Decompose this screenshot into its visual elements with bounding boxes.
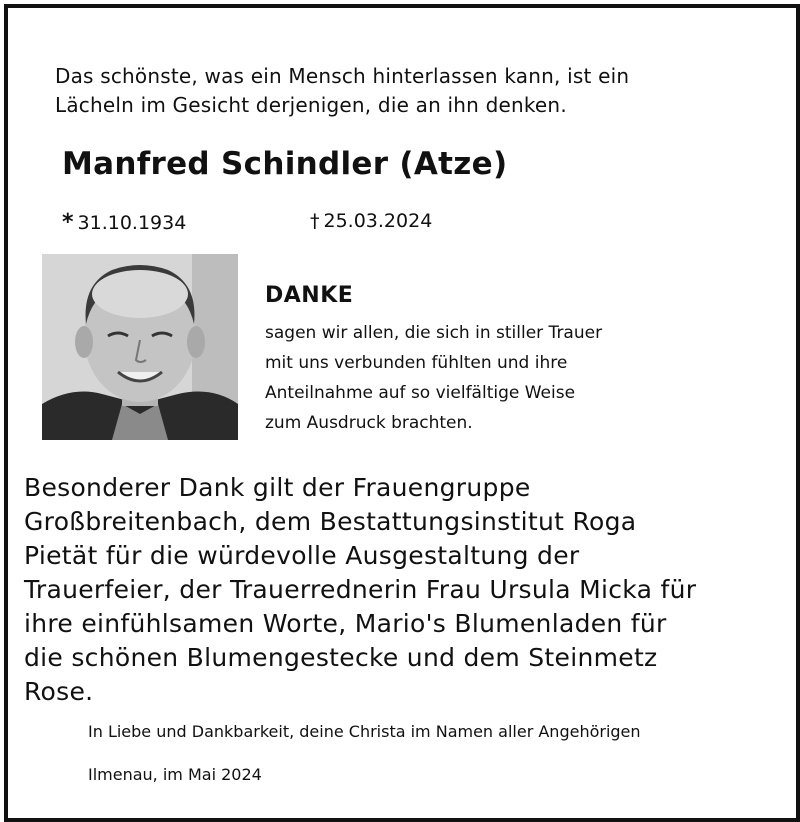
birth-date xyxy=(62,210,186,235)
closing-signature: In Liebe und Dankbarkeit, deine Christa im Namen aller Angehörigen xyxy=(88,722,641,741)
birth-star-icon: * xyxy=(62,210,74,235)
special-thanks-paragraph xyxy=(24,471,784,709)
thanks-paragraph xyxy=(265,318,602,438)
portrait-photo xyxy=(42,254,238,440)
quote-line: Das schönste, was ein Mensch hinterlassen kann, ist ein xyxy=(55,64,630,88)
thanks-line: sagen wir allen, die sich in stiller Trauer xyxy=(265,323,603,343)
thanks-line: mit uns verbunden fühlten und ihre xyxy=(265,353,568,373)
death-date xyxy=(310,210,432,232)
special-thanks-line: Großbreitenbach, dem Bestattungsinstitut Roga xyxy=(24,507,637,536)
quote-line: Lächeln im Gesicht derjenigen, die an ihn denken. xyxy=(55,93,567,117)
special-thanks-line: ihre einfühlsamen Worte, Mario's Blumenladen für xyxy=(24,609,667,638)
thanks-heading: DANKE xyxy=(265,283,354,308)
death-cross-icon: † xyxy=(310,210,320,232)
death-date-value: 25.03.2024 xyxy=(323,210,433,232)
special-thanks-line: die schönen Blumengestecke und dem Steinmetz xyxy=(24,643,658,672)
place-and-date: Ilmenau, im Mai 2024 xyxy=(88,765,262,784)
special-thanks-line: Besonderer Dank gilt der Frauengruppe xyxy=(24,473,531,502)
birth-date-value: 31.10.1934 xyxy=(77,212,187,234)
memorial-quote xyxy=(55,62,755,120)
thanks-line: zum Ausdruck brachten. xyxy=(265,413,473,433)
special-thanks-line: Pietät für die würdevolle Ausgestaltung der xyxy=(24,541,580,570)
deceased-name: Manfred Schindler (Atze) xyxy=(62,146,508,182)
special-thanks-line: Rose. xyxy=(24,677,94,706)
special-thanks-line: Trauerfeier, der Trauerrednerin Frau Ursula Micka für xyxy=(24,575,697,604)
thanks-line: Anteilnahme auf so vielfältige Weise xyxy=(265,383,576,403)
